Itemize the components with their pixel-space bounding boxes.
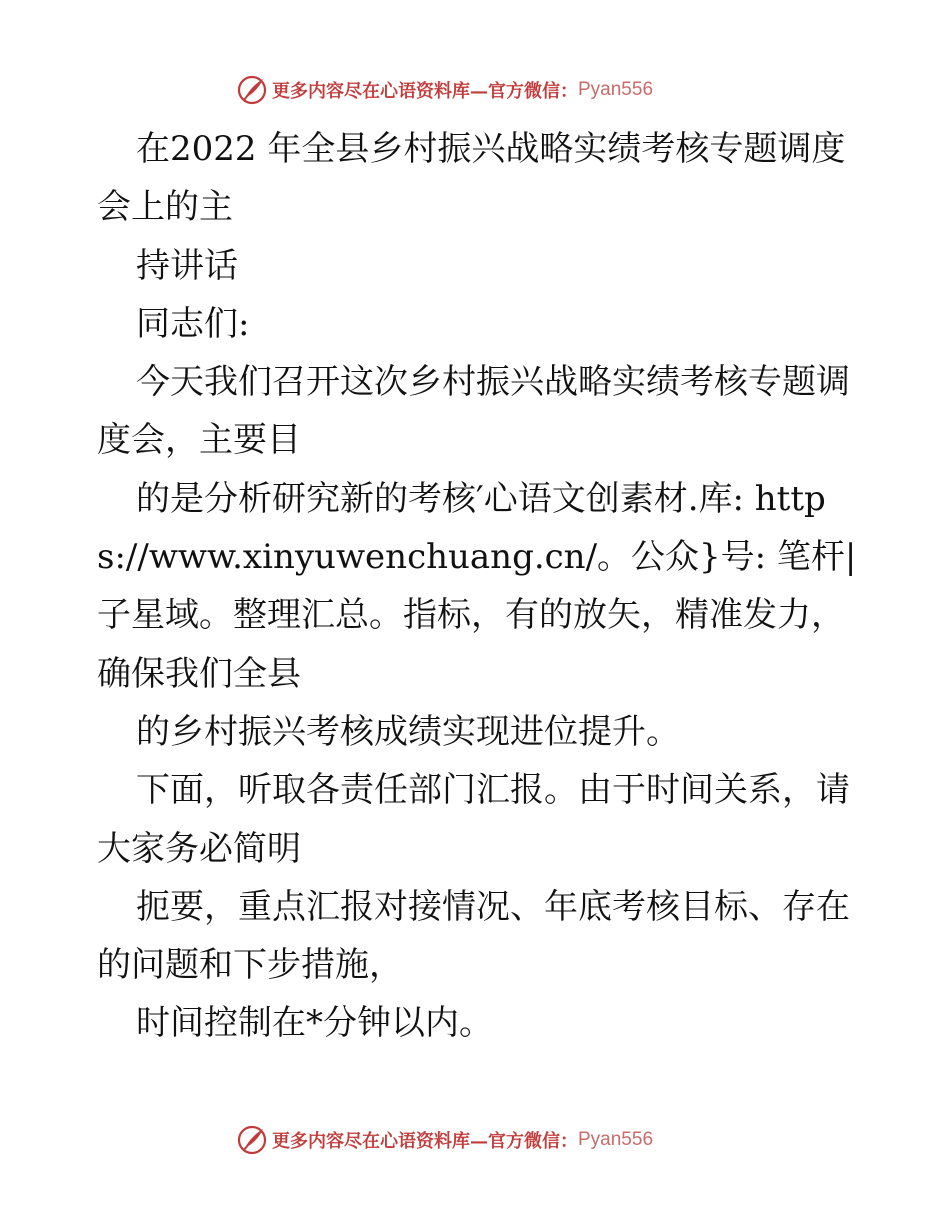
header-watermark-banner — [236, 73, 653, 107]
paragraph: 今天我们召开这次乡村振兴战略实绩考核专题调度会，主要目 — [97, 362, 850, 461]
paragraph: 扼要，重点汇报对接情况、年底考核目标、存在的问题和下步措施， — [97, 886, 850, 986]
banner-text: 更多内容尽在心语资料库—官方微信： — [272, 81, 578, 102]
banner-wechat-id: Pyan556 — [578, 79, 654, 100]
paragraph: 在2022 年全县乡村振兴战略实绩考核专题调度会上的主 — [97, 129, 846, 228]
paragraph: 的是分析研究新的考核′心语文创素材.库: https://www.xinyuwenchuang.cn/。公众}号: 笔杆|子星域。整理汇总。指标，有的放矢，精准发力，确保我们全县 — [97, 478, 857, 694]
paragraph: 同志们: — [136, 303, 250, 344]
paragraph: 持讲话 — [136, 245, 238, 286]
document-body — [97, 120, 857, 1053]
paragraph: 时间控制在*分钟以内。 — [136, 1003, 493, 1044]
quill-logo-icon — [236, 1124, 268, 1156]
paragraph: 的乡村振兴考核成绩实现进位提升。 — [136, 711, 680, 752]
banner-text: 更多内容尽在心语资料库—官方微信： — [272, 1131, 578, 1152]
footer-watermark-banner — [236, 1123, 653, 1157]
banner-wechat-id: Pyan556 — [578, 1129, 654, 1150]
quill-logo-icon — [236, 74, 268, 106]
paragraph: 下面，听取各责任部门汇报。由于时间关系，请大家务必简明 — [97, 770, 850, 869]
